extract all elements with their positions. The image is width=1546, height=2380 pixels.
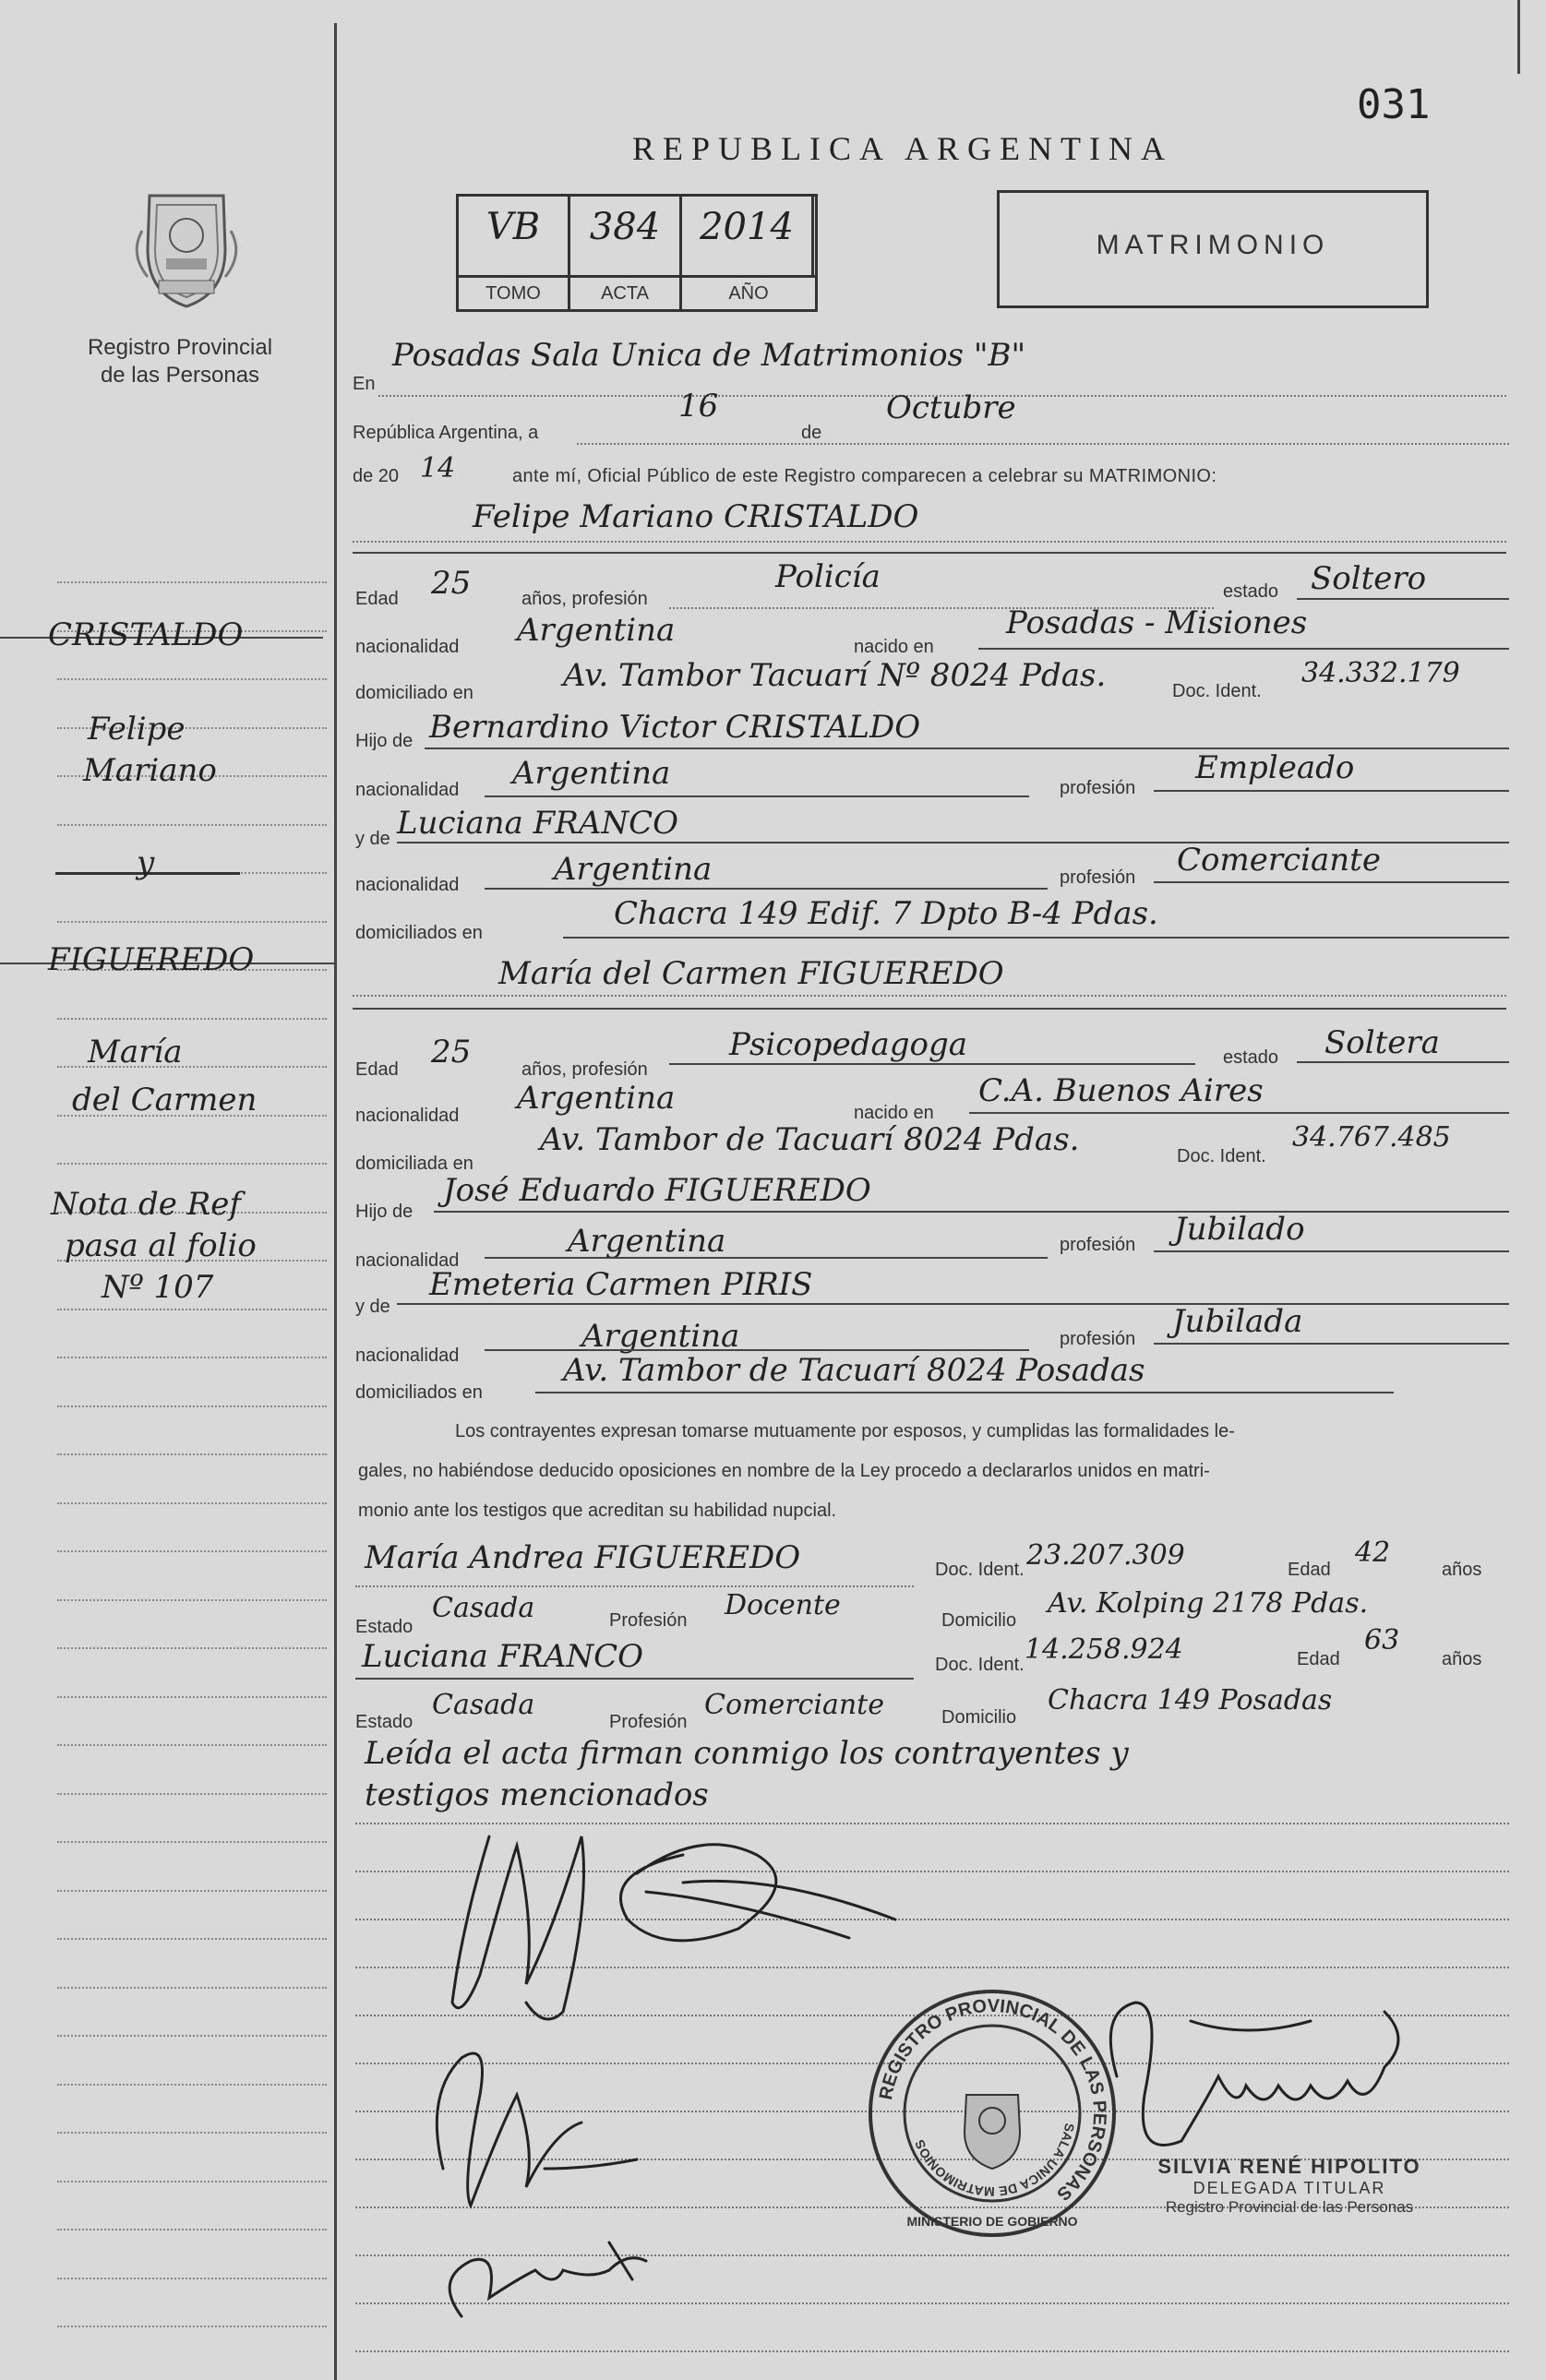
witness2-profesion-label: Profesión bbox=[609, 1712, 688, 1732]
acta-label: ACTA bbox=[570, 275, 682, 309]
top-right-rule bbox=[1517, 0, 1520, 74]
margin-ruled-line bbox=[57, 1018, 327, 1020]
groom-father-name: Bernardino Victor CRISTALDO bbox=[429, 709, 921, 746]
margin-ruled-line bbox=[57, 1453, 327, 1455]
witness1-profesion-label: Profesión bbox=[609, 1610, 688, 1631]
bride-yde-label: y de bbox=[355, 1297, 390, 1317]
signatures bbox=[406, 1818, 923, 2353]
underline bbox=[1297, 1061, 1509, 1063]
margin-ruled-line bbox=[57, 678, 327, 680]
groom-nationality: Argentina bbox=[517, 612, 676, 649]
groom-mother-profession: Comerciante bbox=[1177, 842, 1381, 879]
bride-doc-number: 34.767.485 bbox=[1292, 1121, 1451, 1154]
section-rule bbox=[353, 1008, 1506, 1010]
bride-birthplace: C.A. Buenos Aires bbox=[978, 1072, 1264, 1109]
witness2-profession: Comerciante bbox=[704, 1689, 884, 1721]
witness2-doc: 14.258.924 bbox=[1025, 1633, 1183, 1666]
margin-ruled-line bbox=[57, 2278, 327, 2279]
underline bbox=[485, 1257, 1048, 1259]
declaration-line2: gales, no habiéndose deducido oposiciones en nombre de la Ley procedo a declararlos unidos en matri- bbox=[358, 1461, 1210, 1481]
groom-yde-label: y de bbox=[355, 829, 390, 849]
margin-ruled-line bbox=[57, 1841, 327, 1843]
witness2-status: Casada bbox=[432, 1689, 535, 1721]
witness2-domicilio-label: Domicilio bbox=[941, 1707, 1017, 1728]
tomo-label: TOMO bbox=[459, 275, 570, 309]
place-value: Posadas Sala Unica de Matrimonios "B" bbox=[392, 337, 1026, 374]
margin-ruled-line bbox=[57, 2035, 327, 2037]
bride-civil-status: Soltera bbox=[1324, 1024, 1440, 1061]
bride-father-name: José Eduardo FIGUEREDO bbox=[443, 1172, 871, 1209]
margin-note-line3: Nº 107 bbox=[102, 1269, 214, 1306]
groom-father-profession-label: profesión bbox=[1060, 778, 1136, 798]
declaration-line1: Los contrayentes expresan tomarse mutuamente por esposos, y cumplidas las formalidades le- bbox=[455, 1421, 1235, 1441]
groom-mother-nationality-label: nacionalidad bbox=[355, 875, 460, 895]
official-name: SILVIA RENÉ HIPOLITO bbox=[1157, 2155, 1421, 2178]
witness1-age: 42 bbox=[1355, 1537, 1391, 1569]
groom-father-nationality-label: nacionalidad bbox=[355, 780, 460, 800]
year-suffix-value: 14 bbox=[420, 452, 456, 484]
witness1-signature bbox=[437, 2053, 637, 2206]
country-title: REPUBLICA ARGENTINA bbox=[632, 130, 1174, 167]
groom-birthplace: Posadas - Misiones bbox=[1006, 604, 1308, 641]
groom-age: 25 bbox=[431, 565, 472, 602]
bride-father-profession-label: profesión bbox=[1060, 1235, 1136, 1255]
groom-profession-label: años, profesión bbox=[521, 589, 648, 609]
margin-ruled-line bbox=[57, 1744, 327, 1746]
witness1-domicilio-label: Domicilio bbox=[941, 1610, 1017, 1631]
groom-address: Av. Tambor Tacuarí Nº 8024 Pdas. bbox=[563, 657, 1107, 694]
groom-nacido-label: nacido en bbox=[854, 637, 934, 657]
bride-doc-label: Doc. Ident. bbox=[1177, 1146, 1266, 1166]
underline bbox=[485, 888, 1048, 890]
witness1-name: María Andrea FIGUEREDO bbox=[365, 1539, 801, 1576]
folio-number: 031 bbox=[1357, 81, 1431, 128]
year-prefix-label: de 20 bbox=[353, 466, 400, 486]
dotted-line bbox=[355, 1585, 914, 1587]
bride-mother-name: Emeteria Carmen PIRIS bbox=[429, 1266, 813, 1303]
groom-father-nationality: Argentina bbox=[512, 755, 671, 792]
underline bbox=[397, 1303, 1509, 1305]
margin-ruled-line bbox=[57, 1599, 327, 1601]
margin-ruled-line bbox=[57, 1987, 327, 1989]
margin-ruled-line bbox=[57, 1938, 327, 1940]
groom-signature bbox=[452, 1836, 584, 2019]
witness1-profession: Docente bbox=[725, 1589, 841, 1621]
acta-value: 384 bbox=[589, 206, 661, 248]
witness1-edad-label: Edad bbox=[1288, 1560, 1331, 1580]
groom-doc-label: Doc. Ident. bbox=[1172, 681, 1262, 701]
groom-mother-name: Luciana FRANCO bbox=[397, 805, 679, 842]
record-reference-box bbox=[456, 194, 818, 312]
anio-cell bbox=[682, 197, 814, 275]
margin-ruled-line bbox=[57, 2326, 327, 2327]
witness1-address: Av. Kolping 2178 Pdas. bbox=[1048, 1587, 1369, 1620]
witness2-estado-label: Estado bbox=[355, 1712, 413, 1732]
margin-ruled-line bbox=[57, 1793, 327, 1795]
groom-mother-nationality: Argentina bbox=[554, 851, 713, 888]
bride-name: María del Carmen FIGUEREDO bbox=[498, 955, 1004, 992]
anio-value: 2014 bbox=[700, 206, 794, 248]
bride-profession-label: años, profesión bbox=[521, 1059, 648, 1080]
dotted-line bbox=[353, 541, 1506, 543]
underline bbox=[669, 1063, 1195, 1065]
margin-ruled-line bbox=[57, 1696, 327, 1698]
bride-edad-label: Edad bbox=[355, 1059, 399, 1080]
de-label: de bbox=[801, 423, 822, 443]
margin-note-line2: pasa al folio bbox=[65, 1227, 257, 1264]
tomo-cell bbox=[459, 197, 570, 275]
witness1-estado-label: Estado bbox=[355, 1617, 413, 1637]
bride-mother-nationality: Argentina bbox=[581, 1318, 740, 1355]
margin-ruled-line bbox=[57, 2229, 327, 2231]
margin-ruled-line bbox=[57, 2132, 327, 2134]
bride-address: Av. Tambor de Tacuarí 8024 Pdas. bbox=[540, 1121, 1080, 1158]
record-type-box bbox=[997, 190, 1429, 308]
province-logo bbox=[122, 185, 251, 318]
acta-cell bbox=[570, 197, 682, 275]
month-value: Octubre bbox=[886, 389, 1016, 426]
bride-father-nationality-label: nacionalidad bbox=[355, 1250, 460, 1271]
registry-name-line2: de las Personas bbox=[100, 363, 260, 388]
witness1-status: Casada bbox=[432, 1592, 535, 1624]
groom-profession: Policía bbox=[775, 558, 881, 595]
official-office: Registro Provincial de las Personas bbox=[1165, 2198, 1414, 2216]
groom-edad-label: Edad bbox=[355, 589, 399, 609]
margin-ruled-line bbox=[57, 2084, 327, 2086]
groom-parents-address: Chacra 149 Edif. 7 Dpto B-4 Pdas. bbox=[614, 895, 1158, 932]
bride-nationality-label: nacionalidad bbox=[355, 1106, 460, 1126]
margin-ruled-line bbox=[57, 581, 327, 583]
bride-profession: Psicopedagoga bbox=[729, 1026, 967, 1063]
witness1-anos-label: años bbox=[1442, 1560, 1482, 1580]
registry-name bbox=[55, 334, 305, 389]
en-label: En bbox=[353, 374, 376, 394]
margin-groom-first: Felipe bbox=[88, 711, 186, 747]
margin-ruled-line bbox=[57, 1357, 327, 1358]
declaration-text bbox=[358, 1412, 1489, 1531]
bride-father-nationality: Argentina bbox=[568, 1223, 726, 1260]
bride-estado-label: estado bbox=[1223, 1047, 1279, 1068]
bride-signature bbox=[621, 1845, 896, 1941]
bride-father-profession: Jubilado bbox=[1174, 1211, 1305, 1248]
bride-age: 25 bbox=[431, 1034, 472, 1070]
bride-parents-address: Av. Tambor de Tacuarí 8024 Posadas bbox=[563, 1352, 1145, 1389]
groom-domiciliado-label: domiciliado en bbox=[355, 683, 473, 703]
republica-label: República Argentina, a bbox=[353, 423, 539, 443]
registry-name-line1: Registro Provincial bbox=[87, 335, 273, 360]
underline bbox=[485, 1349, 1029, 1351]
section-rule bbox=[353, 552, 1506, 554]
witness2-name: Luciana FRANCO bbox=[362, 1638, 644, 1675]
underline bbox=[1154, 1250, 1509, 1252]
closing-line1: Leída el acta firman conmigo los contrayentes y bbox=[365, 1735, 1129, 1772]
groom-doc-number: 34.332.179 bbox=[1301, 657, 1460, 689]
witness2-address: Chacra 149 Posadas bbox=[1048, 1684, 1333, 1716]
bride-hijo-label: Hijo de bbox=[355, 1202, 413, 1222]
record-type: MATRIMONIO bbox=[1096, 230, 1330, 260]
margin-groom-middle: Mariano bbox=[83, 752, 217, 789]
bride-nacido-label: nacido en bbox=[854, 1103, 934, 1123]
margin-ruled-line bbox=[57, 2181, 327, 2183]
underline bbox=[563, 937, 1509, 939]
margin-conjunction: y bbox=[137, 844, 155, 881]
groom-father-profession: Empleado bbox=[1195, 749, 1355, 786]
margin-ruled-line bbox=[57, 1309, 327, 1310]
appearance-sentence: ante mí, Oficial Público de este Registro comparecen a celebrar su MATRIMONIO: bbox=[512, 466, 1217, 486]
declaration-line3: monio ante los testigos que acreditan su habilidad nupcial. bbox=[358, 1501, 837, 1521]
dotted-line bbox=[577, 443, 1509, 445]
stamp-bottom-text: MINISTERIO DE GOBIERNO bbox=[906, 2214, 1078, 2229]
groom-mother-profession-label: profesión bbox=[1060, 867, 1136, 888]
margin-ruled-line bbox=[57, 1502, 327, 1504]
underline bbox=[969, 1112, 1509, 1114]
groom-estado-label: estado bbox=[1223, 581, 1279, 602]
underline bbox=[355, 1678, 914, 1680]
bride-mother-nationality-label: nacionalidad bbox=[355, 1345, 460, 1366]
bride-nationality: Argentina bbox=[517, 1080, 676, 1117]
witness1-doc-label: Doc. Ident. bbox=[935, 1560, 1025, 1580]
underline bbox=[1154, 881, 1509, 883]
official-role: DELEGADA TITULAR bbox=[1192, 2179, 1386, 2197]
dotted-line bbox=[353, 995, 1506, 997]
bride-domiciliada-label: domiciliada en bbox=[355, 1154, 473, 1174]
witness2-signature bbox=[449, 2242, 646, 2316]
groom-hijo-label: Hijo de bbox=[355, 731, 413, 751]
margin-ruled-line bbox=[57, 1550, 327, 1552]
tomo-value: VB bbox=[485, 206, 541, 248]
margin-ruled-line bbox=[57, 1647, 327, 1649]
witness1-doc: 23.207.309 bbox=[1026, 1539, 1185, 1572]
witness2-edad-label: Edad bbox=[1297, 1649, 1340, 1669]
margin-ruled-line bbox=[57, 921, 327, 923]
official-caption bbox=[1137, 2155, 1442, 2217]
stamp-ring-text: REGISTRO PROVINCIAL DE LAS PERSONAS bbox=[875, 1995, 1110, 2205]
margin-ruled-line bbox=[57, 1405, 327, 1407]
margin-ruled-line bbox=[57, 1163, 327, 1165]
bride-mother-profession-label: profesión bbox=[1060, 1329, 1136, 1349]
underline bbox=[1154, 1343, 1509, 1345]
witness2-anos-label: años bbox=[1442, 1649, 1482, 1669]
margin-divider bbox=[334, 23, 337, 2380]
bride-domiciliados-label: domiciliados en bbox=[355, 1382, 483, 1403]
witness2-doc-label: Doc. Ident. bbox=[935, 1655, 1025, 1675]
underline bbox=[535, 1392, 1394, 1393]
witness2-age: 63 bbox=[1364, 1624, 1400, 1656]
day-value: 16 bbox=[678, 388, 719, 425]
margin-groom-surname: CRISTALDO bbox=[48, 616, 244, 653]
margin-bride-first: María bbox=[88, 1034, 183, 1070]
closing-line2: testigos mencionados bbox=[365, 1776, 709, 1813]
underline bbox=[485, 795, 1029, 797]
underline bbox=[434, 1211, 1509, 1213]
underline bbox=[978, 648, 1509, 650]
anio-label: AÑO bbox=[682, 275, 815, 309]
groom-name: Felipe Mariano CRISTALDO bbox=[473, 498, 919, 535]
underline bbox=[1297, 598, 1509, 600]
groom-domiciliados-label: domiciliados en bbox=[355, 923, 483, 943]
margin-bride-surname: FIGUEREDO bbox=[48, 941, 255, 978]
underline bbox=[1154, 790, 1509, 792]
margin-bride-middle: del Carmen bbox=[72, 1082, 258, 1118]
margin-ruled-line bbox=[57, 824, 327, 826]
margin-ruled-line bbox=[57, 1890, 327, 1892]
groom-civil-status: Soltero bbox=[1311, 560, 1427, 597]
groom-nationality-label: nacionalidad bbox=[355, 637, 460, 657]
bride-mother-profession: Jubilada bbox=[1172, 1303, 1303, 1340]
margin-note-line1: Nota de Ref bbox=[51, 1186, 241, 1223]
stamp-inner-text: SALA UNICA DE MATRIMONIOS bbox=[911, 2122, 1078, 2200]
